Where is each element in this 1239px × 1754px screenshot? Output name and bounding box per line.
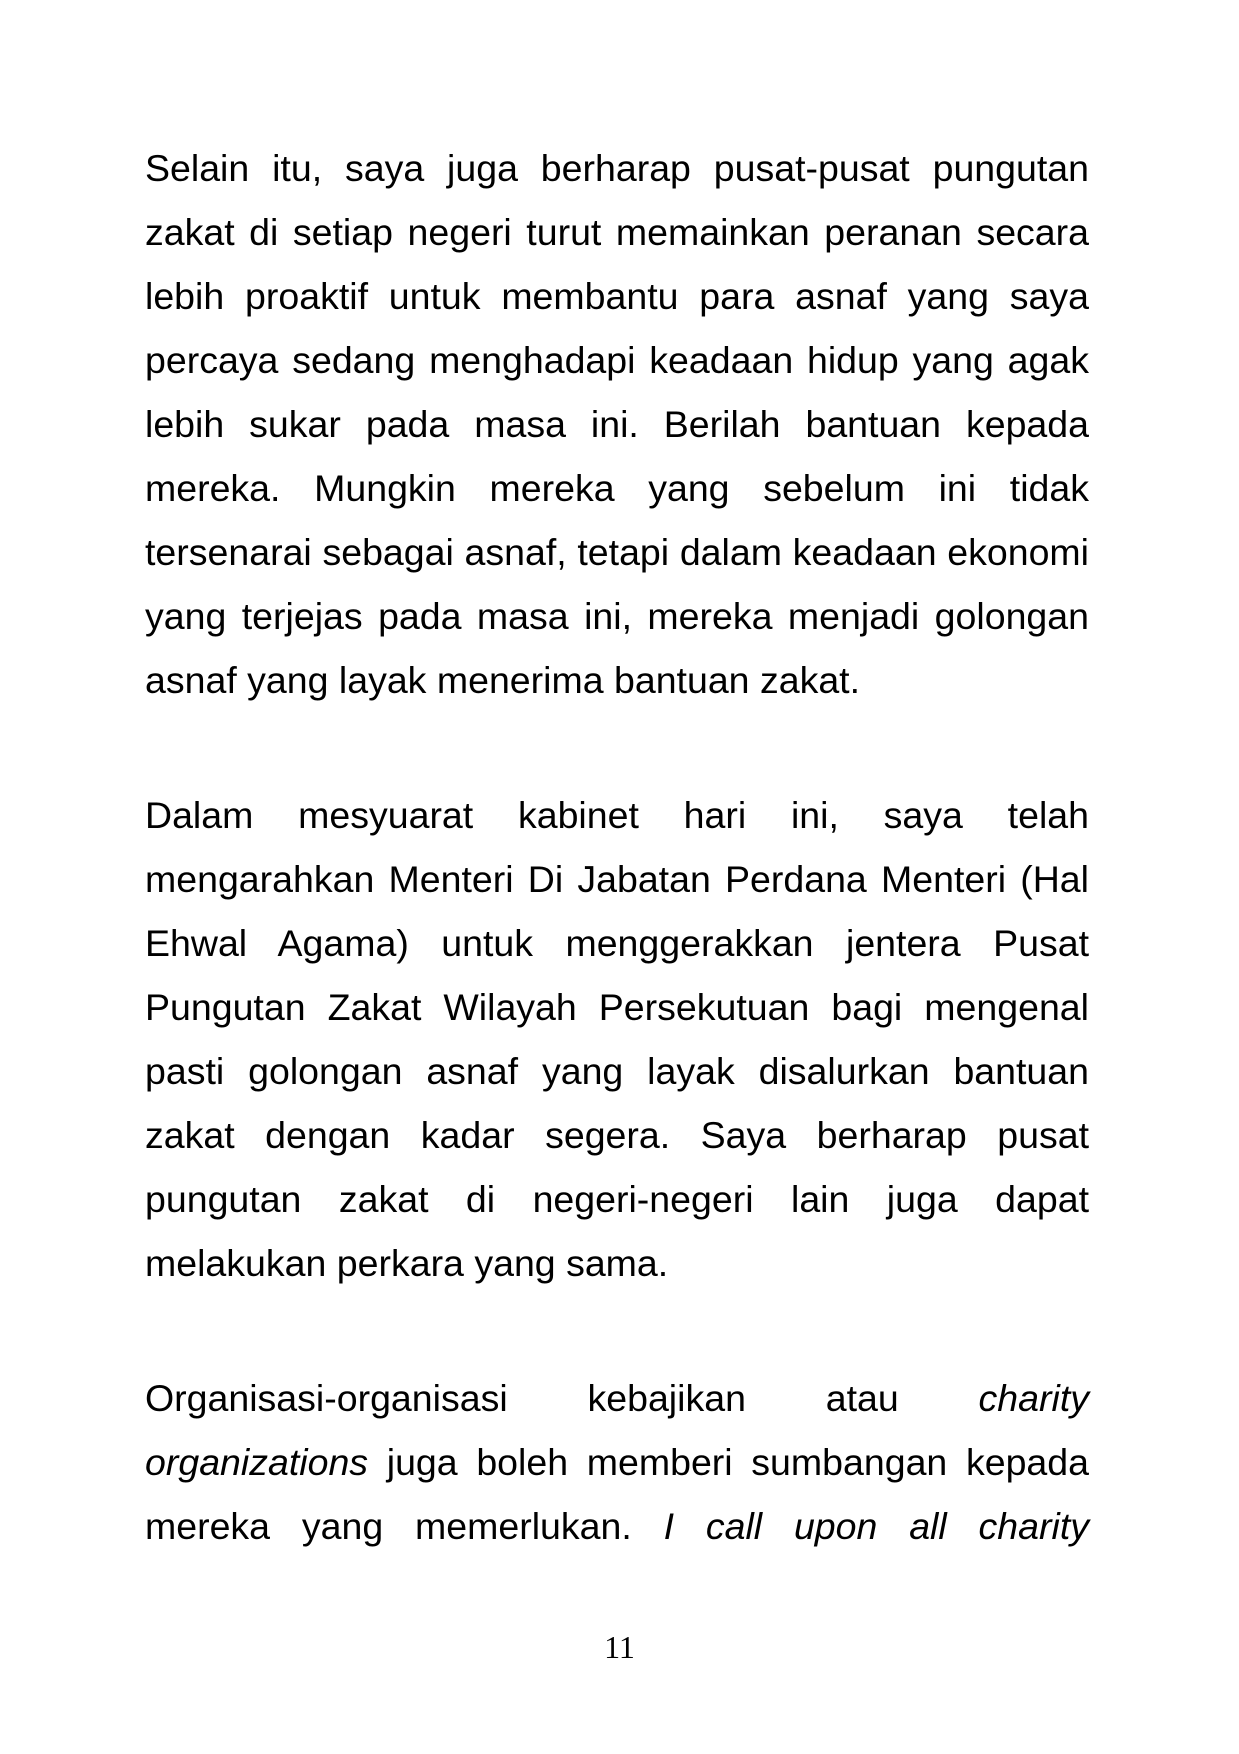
italic-text-segment: organizations (145, 1441, 369, 1483)
text-segment: yang terjejas pada masa ini, mereka menjadi golongan (145, 595, 1089, 637)
text-line (145, 1167, 1089, 1231)
text-segment: mereka. Mungkin mereka yang sebelum ini tidak (145, 467, 1089, 509)
text-line (145, 911, 1089, 975)
text-segment: Dalam mesyuarat kabinet hari ini, saya telah (145, 794, 1089, 836)
text-segment: zakat dengan kadar segera. Saya berharap pusat (145, 1114, 1089, 1156)
text-line (145, 264, 1089, 328)
text-line (145, 584, 1089, 648)
text-segment: Ehwal Agama) untuk menggerakkan jentera Pusat (145, 922, 1089, 964)
text-segment: percaya sedang menghadapi keadaan hidup yang agak (145, 339, 1089, 381)
paragraph (145, 1366, 1089, 1558)
text-line (145, 520, 1089, 584)
text-segment: juga boleh memberi sumbangan kepada (368, 1441, 1089, 1483)
text-line (145, 1366, 1089, 1430)
text-segment: lebih sukar pada masa ini. Berilah bantuan kepada (145, 403, 1089, 445)
page-footer (0, 1629, 1239, 1665)
text-line (145, 456, 1089, 520)
text-segment: mereka yang memerlukan. (145, 1505, 664, 1547)
text-segment: Pungutan Zakat Wilayah Persekutuan bagi mengenal (145, 986, 1089, 1028)
text-segment: zakat di setiap negeri turut memainkan peranan secara (145, 211, 1089, 253)
text-line (145, 648, 1089, 712)
text-line (145, 1494, 1089, 1558)
text-segment: lebih proaktif untuk membantu para asnaf yang saya (145, 275, 1089, 317)
text-line (145, 392, 1089, 456)
text-line (145, 328, 1089, 392)
text-line (145, 1103, 1089, 1167)
text-segment: pungutan zakat di negeri-negeri lain juga dapat (145, 1178, 1089, 1220)
italic-text-segment: I call upon all charity (663, 1505, 1089, 1547)
text-line (145, 1039, 1089, 1103)
text-line (145, 200, 1089, 264)
text-segment: Organisasi-organisasi kebajikan atau (145, 1377, 979, 1419)
text-segment: pasti golongan asnaf yang layak disalurkan bantuan (145, 1050, 1089, 1092)
text-segment: asnaf yang layak menerima bantuan zakat. (145, 659, 861, 701)
text-segment: melakukan perkara yang sama. (145, 1242, 669, 1284)
paragraph (145, 783, 1089, 1295)
text-segment: mengarahkan Menteri Di Jabatan Perdana Menteri (Hal (145, 858, 1089, 900)
text-line (145, 136, 1089, 200)
text-line (145, 1231, 1089, 1295)
text-segment: tersenarai sebagai asnaf, tetapi dalam keadaan ekonomi (145, 531, 1089, 573)
text-line (145, 975, 1089, 1039)
text-line (145, 1430, 1089, 1494)
italic-text-segment: charity (978, 1377, 1089, 1419)
text-line (145, 783, 1089, 847)
page-number: 11 (604, 1629, 635, 1665)
text-segment: Selain itu, saya juga berharap pusat-pusat pungutan (145, 147, 1089, 189)
text-line (145, 847, 1089, 911)
paragraph (145, 136, 1089, 712)
